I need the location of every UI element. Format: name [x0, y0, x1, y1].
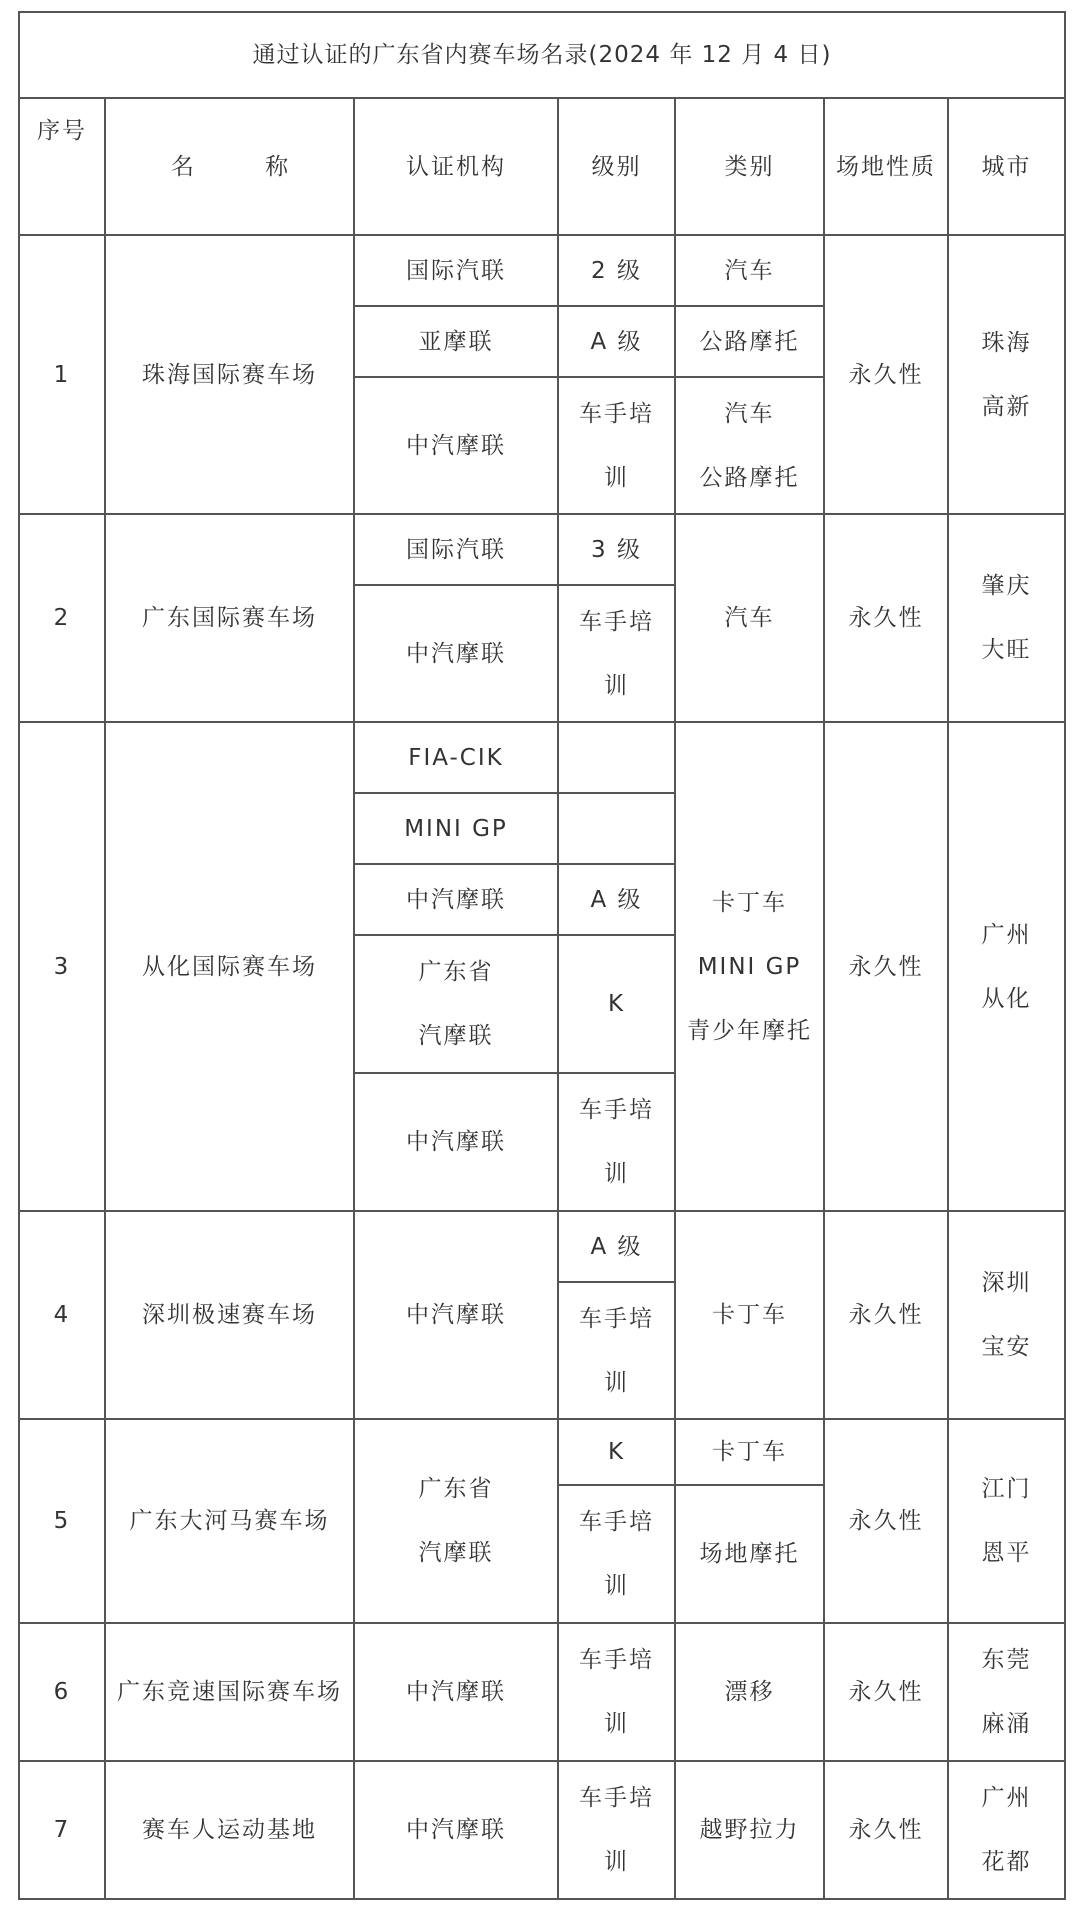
category-cell — [676, 1420, 825, 1486]
cert-org-cell — [355, 378, 559, 515]
cell-text: 赛车人运动基地 — [142, 1817, 317, 1843]
level-cell — [559, 794, 676, 865]
venue-nature-cell — [825, 1420, 949, 1624]
cell-text: 车手培 — [579, 1647, 654, 1673]
venue-nature-cell — [825, 515, 949, 723]
cert-org-cell — [355, 1762, 559, 1900]
cell-text: 珠海 — [981, 329, 1032, 356]
cell-text: 大旺 — [981, 637, 1032, 663]
cell-text: 序号 — [37, 118, 87, 144]
cell-text: 1 — [53, 361, 71, 388]
venue-nature-cell — [825, 236, 949, 515]
city-cell — [949, 515, 1066, 723]
table-title — [18, 11, 1066, 99]
seq-cell — [18, 515, 106, 723]
level-cell — [559, 1762, 676, 1900]
venue-nature-cell — [825, 723, 949, 1212]
cell-text: 5 — [53, 1508, 71, 1534]
cert-org-cell — [355, 794, 559, 865]
level-cell — [559, 936, 676, 1074]
level-cell — [559, 378, 676, 515]
category-cell — [676, 378, 825, 515]
cell-text: 永久性 — [848, 1679, 924, 1705]
cell-text: 永久性 — [848, 361, 924, 388]
cell-text: 国际汽联 — [406, 536, 506, 563]
cell-text: 车手培 — [579, 1305, 654, 1332]
cell-text: 中汽摩联 — [406, 432, 506, 459]
cell-text: 认证机构 — [406, 153, 506, 180]
cell-text: 城市 — [981, 153, 1032, 180]
cell-text: 珠海国际赛车场 — [142, 361, 317, 388]
cell-text: 广东大河马赛车场 — [129, 1508, 330, 1534]
cell-text: 类别 — [724, 153, 775, 180]
cell-text: 场地摩托 — [699, 1541, 800, 1567]
cell-text: 江门 — [981, 1476, 1032, 1502]
cell-text: K — [607, 991, 626, 1017]
cell-text: 车手培 — [579, 1097, 654, 1123]
header-seq — [18, 99, 106, 236]
cell-text: 级别 — [591, 153, 642, 180]
cell-text: MINI GP — [697, 953, 802, 980]
cell-text: 训 — [604, 1711, 629, 1737]
cell-text: 高新 — [981, 393, 1032, 420]
cell-text: 中汽摩联 — [406, 1679, 506, 1705]
cell-text: 永久性 — [848, 1508, 924, 1534]
category-cell — [676, 1624, 825, 1762]
cell-text: K — [607, 1439, 626, 1465]
seq-cell — [18, 1624, 106, 1762]
level-cell — [559, 586, 676, 723]
cell-text: 中汽摩联 — [406, 886, 506, 913]
city-cell — [949, 1762, 1066, 1900]
cell-text: 通过认证的广东省内赛车场名录(2024 年 12 月 4 日) — [252, 42, 832, 68]
cell-text: A 级 — [590, 1233, 643, 1260]
cell-text: 汽车 — [724, 400, 775, 427]
cell-text: A 级 — [590, 328, 643, 355]
cell-text: 麻涌 — [981, 1711, 1032, 1737]
header-level — [559, 99, 676, 236]
header-org — [355, 99, 559, 236]
cell-text: 卡丁车 — [712, 1439, 787, 1465]
cell-text: 中汽摩联 — [406, 1129, 506, 1155]
cell-text: 广东国际赛车场 — [142, 605, 317, 631]
level-cell — [559, 1283, 676, 1420]
cell-text: 公路摩托 — [699, 328, 800, 355]
level-cell — [559, 307, 676, 378]
cell-text: 3 — [53, 953, 71, 980]
cert-org-cell — [355, 1074, 559, 1212]
cell-text: 卡丁车 — [712, 889, 787, 916]
cell-text: 2 — [53, 605, 71, 631]
level-cell — [559, 1486, 676, 1624]
cell-text: 越野拉力 — [699, 1817, 800, 1843]
cell-text: 东莞 — [981, 1647, 1032, 1673]
city-cell — [949, 723, 1066, 1212]
city-cell — [949, 1212, 1066, 1420]
level-cell — [559, 1624, 676, 1762]
cert-org-cell — [355, 1212, 559, 1420]
cell-text: 花都 — [981, 1849, 1032, 1875]
cell-text: 广东省 — [418, 1476, 494, 1502]
cell-text: 肇庆 — [981, 573, 1032, 599]
seq-cell — [18, 1762, 106, 1900]
seq-cell — [18, 1420, 106, 1624]
cert-org-cell — [355, 307, 559, 378]
cell-text: 宝安 — [981, 1334, 1032, 1360]
cert-org-cell — [355, 1420, 559, 1624]
cell-text: 中汽摩联 — [406, 1302, 506, 1328]
cell-text: 汽摩联 — [418, 1540, 494, 1566]
level-cell — [559, 515, 676, 586]
cell-text: 公路摩托 — [699, 464, 800, 491]
level-cell — [559, 1420, 676, 1486]
cert-org-cell — [355, 1624, 559, 1762]
cell-text: 场地性质 — [836, 153, 936, 180]
header-category — [676, 99, 825, 236]
cell-text: 4 — [53, 1302, 71, 1328]
cell-text: 从化 — [981, 985, 1032, 1012]
category-cell — [676, 1486, 825, 1624]
cell-text: 永久性 — [848, 1302, 924, 1328]
venue-nature-cell — [825, 1624, 949, 1762]
cell-text: 3 级 — [591, 536, 642, 563]
cell-text: 中汽摩联 — [406, 640, 506, 667]
level-cell — [559, 1212, 676, 1283]
cell-text: 车手培 — [579, 608, 654, 635]
venue-name-cell — [106, 236, 355, 515]
cell-text: 永久性 — [848, 605, 924, 631]
seq-cell — [18, 723, 106, 1212]
level-cell — [559, 723, 676, 794]
venue-nature-cell — [825, 1212, 949, 1420]
category-cell — [676, 236, 825, 307]
cell-text: 车手培 — [579, 1509, 654, 1535]
cell-text: 训 — [604, 672, 629, 699]
venue-nature-cell — [825, 1762, 949, 1900]
header-nature — [825, 99, 949, 236]
seq-cell — [18, 1212, 106, 1420]
cell-text: 广东竞速国际赛车场 — [117, 1679, 342, 1705]
cell-text: 广州 — [981, 1785, 1032, 1811]
city-cell — [949, 1420, 1066, 1624]
cell-text: 从化国际赛车场 — [142, 953, 317, 980]
level-cell — [559, 865, 676, 936]
cell-text: 卡丁车 — [712, 1302, 787, 1328]
category-cell — [676, 723, 825, 1212]
city-cell — [949, 236, 1066, 515]
venue-name-cell — [106, 1762, 355, 1900]
cell-text: 中汽摩联 — [406, 1817, 506, 1843]
cell-text: 汽摩联 — [418, 1023, 494, 1049]
cell-text: A 级 — [590, 886, 643, 913]
cell-text: 青少年摩托 — [687, 1017, 812, 1044]
category-cell — [676, 307, 825, 378]
seq-cell — [18, 236, 106, 515]
venue-name-cell — [106, 1624, 355, 1762]
cell-text: 漂移 — [724, 1679, 775, 1705]
cell-text: 亚摩联 — [418, 328, 494, 355]
category-cell — [676, 515, 825, 723]
level-cell — [559, 236, 676, 307]
cell-text: 永久性 — [848, 1817, 924, 1843]
venue-name-cell — [106, 1420, 355, 1624]
cell-text: 恩平 — [981, 1540, 1032, 1566]
cell-text: 国际汽联 — [406, 257, 506, 284]
cell-text: FIA-CIK — [408, 744, 504, 771]
category-cell — [676, 1212, 825, 1420]
cert-org-cell — [355, 515, 559, 586]
cert-org-cell — [355, 936, 559, 1074]
category-cell — [676, 1762, 825, 1900]
cell-text: 7 — [53, 1817, 71, 1843]
cell-text: MINI GP — [404, 815, 508, 842]
cert-org-cell — [355, 723, 559, 794]
cell-text: 名 称 — [170, 153, 321, 180]
city-cell — [949, 1624, 1066, 1762]
cell-text: 深圳 — [981, 1270, 1032, 1296]
cell-text: 深圳极速赛车场 — [142, 1302, 317, 1328]
header-city — [949, 99, 1066, 236]
cell-text: 训 — [604, 1849, 629, 1875]
cell-text: 广州 — [981, 921, 1032, 948]
cell-text: 汽车 — [724, 605, 775, 631]
cert-org-cell — [355, 865, 559, 936]
cell-text: 训 — [604, 1369, 629, 1396]
cell-text: 2 级 — [591, 257, 642, 284]
cell-text: 6 — [53, 1679, 71, 1705]
cell-text: 训 — [604, 1161, 629, 1187]
cell-text: 车手培 — [579, 1785, 654, 1811]
level-cell — [559, 1074, 676, 1212]
cell-text: 车手培 — [579, 400, 654, 427]
cert-org-cell — [355, 586, 559, 723]
venue-name-cell — [106, 723, 355, 1212]
cell-text: 训 — [604, 1573, 629, 1599]
cell-text: 训 — [604, 464, 629, 491]
cell-text: 永久性 — [848, 953, 924, 980]
cert-org-cell — [355, 236, 559, 307]
cell-text: 汽车 — [724, 257, 775, 284]
header-name — [106, 99, 355, 236]
venue-name-cell — [106, 1212, 355, 1420]
cell-text: 广东省 — [418, 959, 494, 985]
venue-name-cell — [106, 515, 355, 723]
